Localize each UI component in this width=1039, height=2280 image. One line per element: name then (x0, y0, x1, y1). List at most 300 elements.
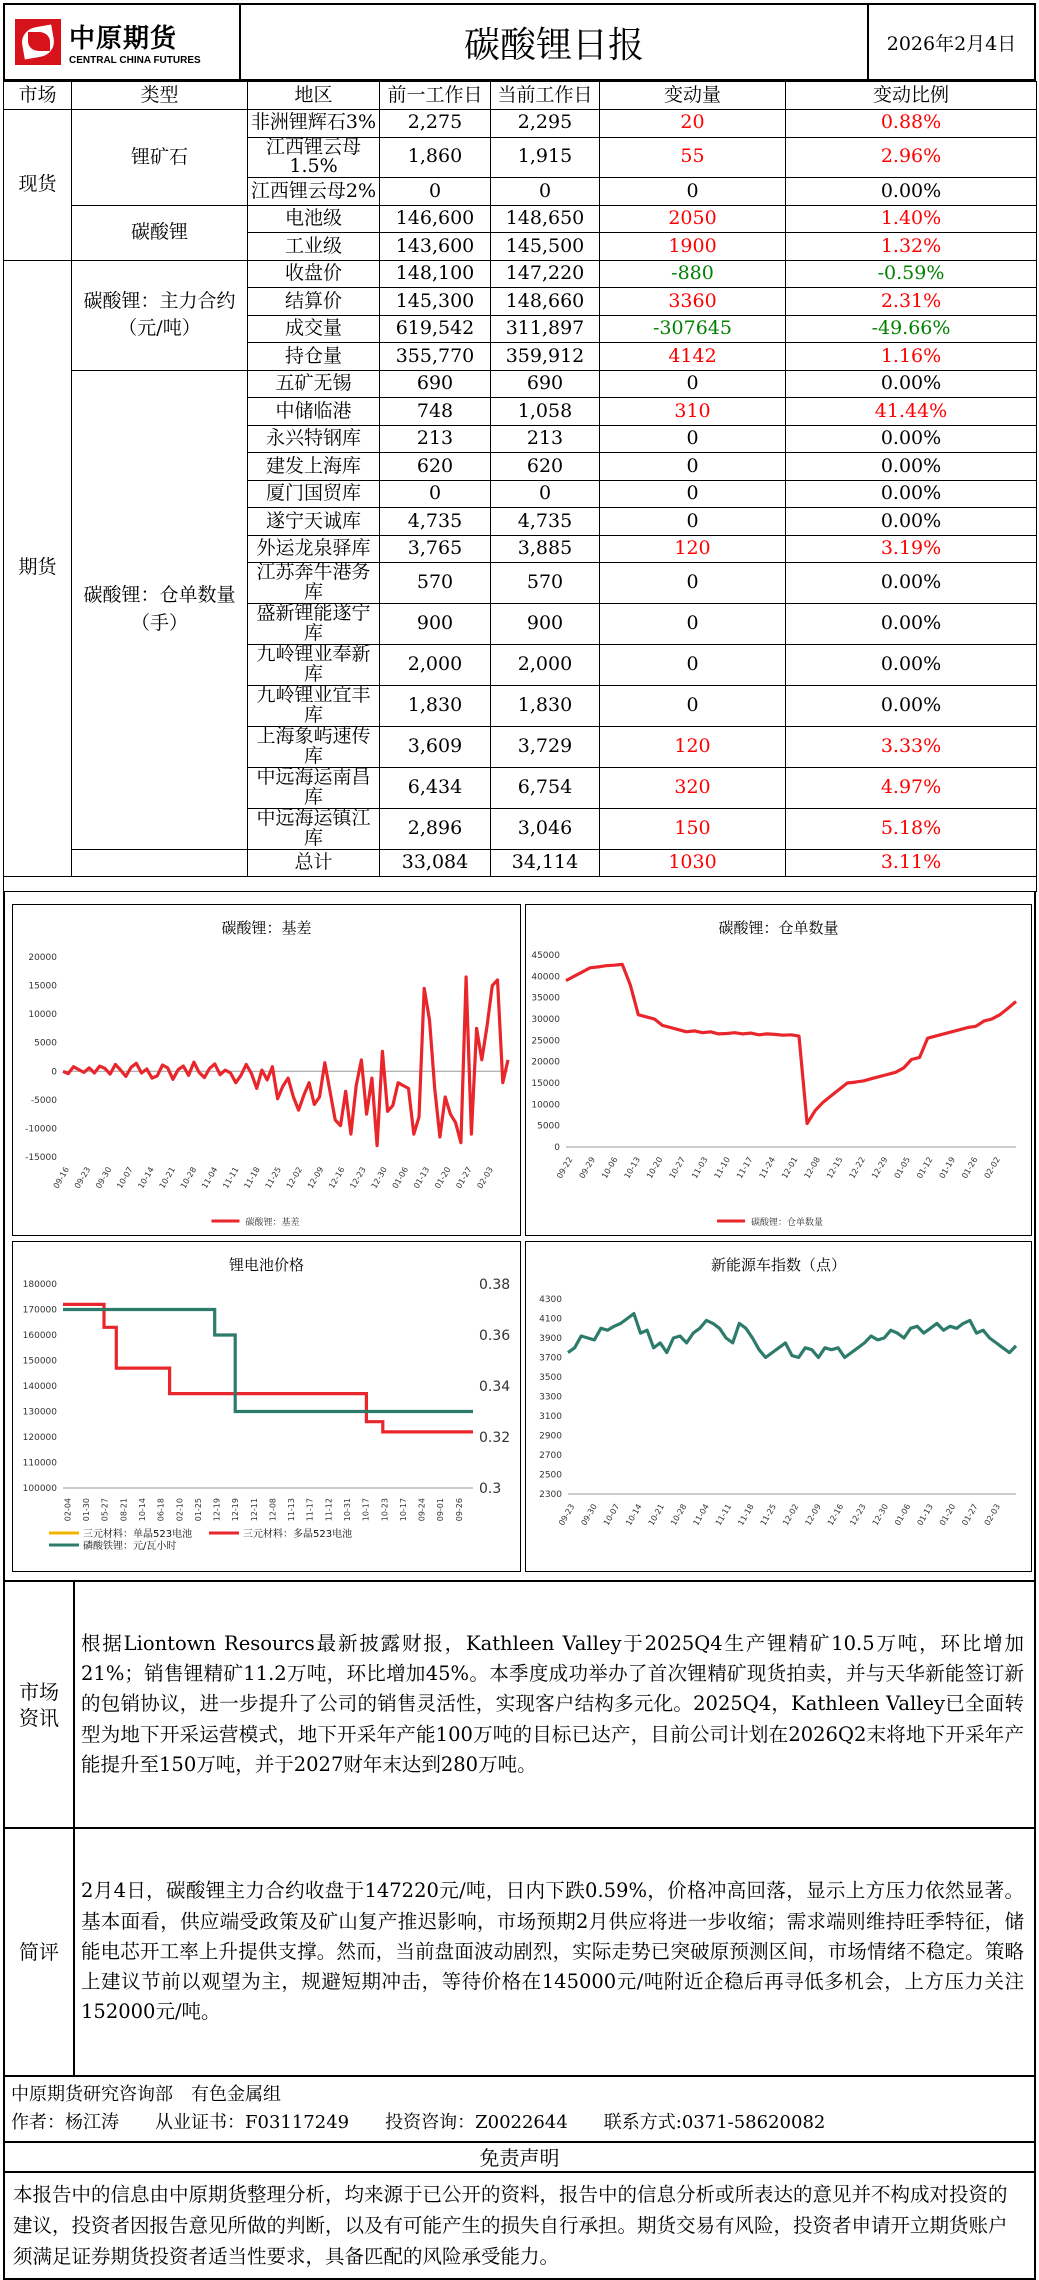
report-header (3, 3, 1036, 81)
change-cell: 0 (600, 645, 786, 686)
change-pct-cell: 3.11% (786, 849, 1037, 877)
column-header: 类型 (72, 82, 248, 110)
x-tick-label: 12-30 (870, 1502, 891, 1528)
x-tick-label: 02-04 (63, 1498, 73, 1522)
x-tick-label: 10-13 (622, 1155, 642, 1181)
prev-value-cell: 0 (380, 480, 491, 508)
battery-price-chart (12, 1241, 521, 1572)
table-spacer-row (4, 877, 1037, 892)
change-pct-cell: 0.00% (786, 370, 1037, 398)
change-pct-cell: 5.18% (786, 808, 1037, 849)
y-tick-label-left: 100000 (22, 1484, 57, 1494)
y-tick-label: 3300 (539, 1392, 562, 1403)
region-cell: 建发上海库 (248, 453, 380, 481)
change-cell: 2050 (600, 205, 786, 233)
prev-value-cell: 748 (380, 398, 491, 426)
x-tick-label: 09-22 (555, 1155, 575, 1181)
x-tick-label: 11-11 (221, 1165, 241, 1191)
x-tick-label: 11-17 (305, 1498, 315, 1522)
x-tick-label: 01-20 (433, 1165, 453, 1191)
change-pct-cell: 0.88% (786, 110, 1037, 138)
region-cell: 收盘价 (248, 260, 380, 288)
x-tick-label: 01-26 (960, 1155, 980, 1181)
table-header-row (4, 82, 1037, 110)
column-header: 前一工作日 (380, 82, 491, 110)
curr-value-cell: 145,500 (491, 233, 600, 261)
change-pct-cell: 0.00% (786, 686, 1037, 727)
x-tick-label: 05-27 (100, 1498, 110, 1522)
x-tick-label: 10-17 (398, 1498, 408, 1522)
curr-value-cell: 3,046 (491, 808, 600, 849)
x-tick-label: 09-23 (557, 1502, 577, 1528)
x-tick-label: 02-03 (982, 1502, 1003, 1528)
series-line (63, 1310, 473, 1412)
prev-value-cell: 619,542 (380, 315, 491, 343)
x-tick-label: 01-12 (915, 1155, 935, 1181)
region-cell: 总计 (248, 849, 380, 877)
x-tick-label: 08-21 (119, 1498, 129, 1522)
change-pct-cell: 4.97% (786, 767, 1037, 808)
x-tick-label: 12-09 (803, 1502, 823, 1528)
region-cell: 成交量 (248, 315, 380, 343)
x-tick-label: 11-18 (242, 1165, 262, 1191)
department-line: 中原期货研究咨询部 有色金属组 (11, 2084, 281, 2105)
price-table (3, 81, 1037, 892)
change-cell: 3360 (600, 288, 786, 316)
change-cell: 0 (600, 508, 786, 536)
x-tick-label: 02-02 (982, 1155, 1002, 1181)
curr-value-cell: 0 (491, 480, 600, 508)
table-row (4, 205, 1037, 233)
x-tick-label: 12-22 (847, 1155, 867, 1181)
prev-value-cell: 1,830 (380, 686, 491, 727)
x-tick-label: 01-19 (937, 1155, 957, 1181)
legend-label: 碳酸锂：仓单数量 (751, 1218, 824, 1228)
x-tick-label: 10-06 (600, 1155, 620, 1181)
x-tick-label: 10-14 (136, 1165, 156, 1191)
change-pct-cell: 0.00% (786, 508, 1037, 536)
curr-value-cell: 0 (491, 178, 600, 206)
x-tick-label: 11-12 (324, 1498, 334, 1522)
column-header: 变动比例 (786, 82, 1037, 110)
x-tick-label: 12-02 (781, 1502, 801, 1528)
change-cell: 55 (600, 137, 786, 178)
x-tick-label: 12-11 (249, 1498, 259, 1522)
curr-value-cell: 4,735 (491, 508, 600, 536)
y-tick-label-right: 0.32 (479, 1430, 511, 1446)
x-tick-label: 01-27 (454, 1165, 474, 1191)
change-pct-cell: -49.66% (786, 315, 1037, 343)
x-tick-label: 12-19 (212, 1498, 222, 1522)
y-tick-label: 2500 (539, 1470, 562, 1481)
column-header: 当前工作日 (491, 82, 600, 110)
x-tick-label: 01-13 (411, 1165, 432, 1191)
y-tick-label: 4300 (539, 1295, 562, 1305)
basis-chart (12, 904, 521, 1236)
change-cell: 310 (600, 398, 786, 426)
region-cell: 江西锂云母1.5% (248, 137, 380, 178)
comment-label: 简评 (5, 1829, 75, 2075)
prev-value-cell: 620 (380, 453, 491, 481)
curr-value-cell: 2,295 (491, 110, 600, 138)
column-header: 变动量 (600, 82, 786, 110)
x-tick-label: 09-01 (436, 1498, 446, 1522)
y-tick-label-left: 120000 (22, 1433, 57, 1443)
prev-value-cell: 143,600 (380, 233, 491, 261)
curr-value-cell: 34,114 (491, 849, 600, 877)
x-tick-label: 10-14 (138, 1498, 147, 1522)
comment-section (3, 1829, 1036, 2077)
prev-value-cell: 4,735 (380, 508, 491, 536)
curr-value-cell: 2,000 (491, 645, 600, 686)
table-row (4, 260, 1037, 288)
x-tick-label: 09-30 (94, 1165, 114, 1191)
change-pct-cell: 1.32% (786, 233, 1037, 261)
region-cell: 九岭锂业奉新库 (248, 645, 380, 686)
x-tick-label: 11-25 (263, 1165, 283, 1191)
region-cell: 九岭锂业宜丰库 (248, 686, 380, 727)
change-pct-cell: 1.16% (786, 343, 1037, 371)
x-tick-label: 09-24 (417, 1498, 427, 1522)
news-text: 根据Liontown Resourcs最新披露财报，Kathleen Valley于2025Q4生产锂精矿10.5万吨，环比增加21%；销售锂精矿11.2万吨，环比增加45%。本季度成功举办了首次锂精矿现货拍卖，并与天华新能签订新的包销协议，进一步提升了公司的销售灵活性，实现客户结构多元化。2025Q4，Kathleen Valley已全面转型为地下开采运营模式，地下开采年产能100万吨的目标已达产，目前公司计划在2026Q2末将地下开采年产能提升至150万吨，并于2027财年末达到280万吨。 (81, 1631, 1024, 1776)
legend-label: 碳酸锂：基差 (245, 1218, 300, 1228)
x-tick-label: 09-23 (72, 1165, 93, 1191)
logo-icon (15, 19, 61, 65)
column-header: 市场 (4, 82, 72, 110)
y-tick-label: 35000 (531, 993, 560, 1004)
y-tick-label: 10000 (28, 1010, 57, 1021)
charts-panel (3, 892, 1036, 1582)
prev-value-cell: 2,896 (380, 808, 491, 849)
region-cell: 结算价 (248, 288, 380, 316)
x-tick-label: 01-25 (193, 1498, 203, 1522)
y-tick-label-left: 110000 (22, 1458, 57, 1469)
curr-value-cell: 620 (491, 453, 600, 481)
prev-value-cell: 3,765 (380, 535, 491, 563)
x-tick-label: 10-07 (601, 1502, 622, 1528)
x-tick-label: 12-09 (305, 1165, 326, 1191)
y-tick-label-left: 170000 (22, 1305, 57, 1316)
change-pct-cell: 0.00% (786, 480, 1037, 508)
disclaimer-text: 本报告中的信息由中原期货整理分析，均来源于已公开的资料，报告中的信息分析或所表达的意见并不构成对投资的建议，投资者因报告意见所做的判断，以及有可能产生的损失自行承担。期货交易有风险，投资者申请开立期货账户须满足证券期货投资者适当性要求，具备匹配的风险承受能力。 (3, 2173, 1036, 2280)
region-cell: 中远海运南昌库 (248, 767, 380, 808)
region-cell: 五矿无锡 (248, 370, 380, 398)
curr-value-cell: 148,660 (491, 288, 600, 316)
prev-value-cell: 145,300 (380, 288, 491, 316)
change-cell: 1030 (600, 849, 786, 877)
change-pct-cell: 0.00% (786, 425, 1037, 453)
x-tick-label: 10-27 (667, 1155, 687, 1181)
author-line: 作者：杨江涛 从业证书：F03117249 投资咨询：Z0022644 联系方式:0371-58620082 (11, 2111, 826, 2133)
x-tick-label: 12-23 (848, 1502, 868, 1528)
y-tick-label: 0 (51, 1067, 57, 1078)
x-tick-label: 01-05 (892, 1155, 912, 1181)
region-cell: 工业级 (248, 233, 380, 261)
warrant-chart-title: 碳酸锂：仓单数量 (718, 919, 839, 937)
x-tick-label: 10-23 (380, 1498, 390, 1522)
region-cell: 上海象屿速传库 (248, 726, 380, 767)
change-pct-cell: 0.00% (786, 563, 1037, 604)
prev-value-cell: 6,434 (380, 767, 491, 808)
x-tick-label: 11-13 (287, 1498, 297, 1522)
x-tick-label: 01-20 (937, 1502, 958, 1528)
region-cell: 遂宁天诚库 (248, 508, 380, 536)
x-tick-label: 09-16 (51, 1165, 72, 1191)
change-pct-cell: 0.00% (786, 645, 1037, 686)
change-cell: 1900 (600, 233, 786, 261)
x-tick-label: 10-31 (343, 1498, 352, 1522)
y-tick-label: 20000 (531, 1057, 560, 1068)
y-tick-label: 10000 (531, 1100, 560, 1111)
prev-value-cell: 1,860 (380, 137, 491, 178)
curr-value-cell: 147,220 (491, 260, 600, 288)
x-tick-label: 09-29 (577, 1155, 597, 1181)
x-tick-label: 10-14 (624, 1502, 644, 1528)
x-tick-label: 09-30 (579, 1502, 599, 1528)
news-section (3, 1582, 1036, 1829)
spacer-cell (4, 877, 1037, 892)
comment-text: 2月4日，碳酸锂主力合约收盘于147220元/吨，日内下跌0.59%，价格冲高回落，显示上方压力依然显著。基本面看，供应端受政策及矿山复产推迟影响，市场预期2月供应将进一步收缩；需求端则维持旺季特征，储能电芯开工率上升提供支撑。然而，当前盘面波动剧烈，实际走势已突破原预测区间，市场情绪不稳定。策略上建议节前以观望为主，规避短期冲击，等待价格在145000元/吨附近企稳后再寻低多机会，上方压力关注152000元/吨。 (81, 1879, 1024, 2024)
x-tick-label: 12-23 (348, 1165, 368, 1191)
change-cell: 320 (600, 767, 786, 808)
y-tick-label: 3100 (539, 1412, 562, 1422)
curr-value-cell: 148,650 (491, 205, 600, 233)
curr-value-cell: 570 (491, 563, 600, 604)
region-cell: 持仓量 (248, 343, 380, 371)
x-tick-label: 12-16 (825, 1502, 846, 1528)
y-tick-label: 3700 (539, 1353, 562, 1364)
y-tick-label: 30000 (531, 1015, 560, 1025)
prev-value-cell: 148,100 (380, 260, 491, 288)
region-cell: 江苏奔牛港务库 (248, 563, 380, 604)
market-cell: 期货 (4, 260, 72, 876)
warrant-chart (525, 904, 1032, 1236)
x-tick-label: 12-08 (268, 1498, 278, 1522)
prev-value-cell: 355,770 (380, 343, 491, 371)
y-tick-label: 20000 (28, 953, 57, 963)
x-tick-label: 10-07 (115, 1165, 135, 1191)
curr-value-cell: 690 (491, 370, 600, 398)
type-cell: 碳酸锂：主力合约（元/吨） (72, 260, 248, 370)
change-cell: 0 (600, 425, 786, 453)
legend-label: 三元材料：多晶523电池 (243, 1529, 353, 1540)
x-tick-label: 01-06 (893, 1502, 913, 1528)
legend-label: 三元材料：单晶523电池 (83, 1529, 193, 1540)
change-cell: -307645 (600, 315, 786, 343)
type-cell: 碳酸锂：仓单数量（手） (72, 370, 248, 849)
series-line (566, 964, 1016, 1123)
change-pct-cell: 3.33% (786, 726, 1037, 767)
region-cell: 永兴特钢库 (248, 425, 380, 453)
x-tick-label: 12-30 (369, 1165, 389, 1191)
change-cell: -880 (600, 260, 786, 288)
change-cell: 0 (600, 453, 786, 481)
author-footer (3, 2077, 1036, 2143)
y-tick-label-left: 130000 (22, 1407, 57, 1418)
x-tick-label: 01-30 (82, 1498, 92, 1522)
nev-index-chart (525, 1241, 1032, 1572)
region-cell: 中远海运镇江库 (248, 808, 380, 849)
series-line (568, 1314, 1016, 1358)
change-pct-cell: 0.00% (786, 604, 1037, 645)
prev-value-cell: 0 (380, 178, 491, 206)
change-pct-cell: 0.00% (786, 453, 1037, 481)
prev-value-cell: 33,084 (380, 849, 491, 877)
x-tick-label: 01-06 (390, 1165, 411, 1191)
table-row (4, 370, 1037, 398)
y-tick-label-right: 0.38 (479, 1277, 511, 1293)
curr-value-cell: 311,897 (491, 315, 600, 343)
x-tick-label: 10-17 (361, 1498, 371, 1522)
x-tick-label: 11-10 (712, 1155, 732, 1181)
curr-value-cell: 1,830 (491, 686, 600, 727)
prev-value-cell: 900 (380, 604, 491, 645)
prev-value-cell: 213 (380, 425, 491, 453)
x-tick-label: 10-28 (178, 1165, 199, 1191)
y-tick-label-left: 180000 (22, 1280, 57, 1290)
x-tick-label: 11-04 (200, 1165, 220, 1191)
x-tick-label: 12-19 (231, 1498, 241, 1522)
y-tick-label: 4100 (539, 1314, 562, 1325)
y-tick-label: 40000 (531, 972, 560, 983)
region-cell: 盛新锂能遂宁库 (248, 604, 380, 645)
x-tick-label: 11-18 (736, 1502, 756, 1528)
table-row (4, 849, 1037, 877)
x-tick-label: 10-20 (645, 1155, 665, 1181)
region-cell: 江西锂云母2% (248, 178, 380, 206)
change-pct-cell: 0.00% (786, 178, 1037, 206)
market-cell: 现货 (4, 110, 72, 261)
x-tick-label: 12-16 (327, 1165, 347, 1191)
y-tick-label: 3500 (539, 1373, 562, 1383)
logo-cn-text: 中原期货 (69, 24, 178, 54)
y-tick-label-left: 160000 (22, 1331, 57, 1341)
legend-label: 磷酸铁锂：元/瓦小时 (83, 1541, 177, 1552)
change-cell: 0 (600, 686, 786, 727)
table-row (4, 110, 1037, 138)
change-cell: 150 (600, 808, 786, 849)
type-cell-empty (72, 849, 248, 877)
x-tick-label: 10-21 (646, 1502, 667, 1528)
x-tick-label: 02-10 (175, 1498, 185, 1522)
region-cell: 中储临港 (248, 398, 380, 426)
y-tick-label: 5000 (537, 1121, 560, 1132)
curr-value-cell: 6,754 (491, 767, 600, 808)
change-pct-cell: -0.59% (786, 260, 1037, 288)
change-cell: 4142 (600, 343, 786, 371)
change-cell: 0 (600, 370, 786, 398)
curr-value-cell: 359,912 (491, 343, 600, 371)
x-tick-label: 12-02 (284, 1165, 305, 1191)
x-tick-label: 06-18 (156, 1498, 166, 1522)
x-tick-label: 12-01 (780, 1155, 800, 1181)
logo-en-text: CENTRAL CHINA FUTURES (69, 55, 201, 66)
basis-chart-title: 碳酸锂：基差 (221, 919, 312, 937)
change-cell: 0 (600, 178, 786, 206)
region-cell: 电池级 (248, 205, 380, 233)
change-pct-cell: 2.96% (786, 137, 1037, 178)
y-tick-label-right: 0.3 (479, 1481, 502, 1497)
x-tick-label: 12-29 (870, 1155, 890, 1181)
x-tick-label: 01-27 (960, 1502, 980, 1528)
x-tick-label: 11-24 (757, 1155, 777, 1181)
y-tick-label: 15000 (28, 981, 57, 992)
type-cell: 锂矿石 (72, 110, 248, 206)
report-page (3, 3, 1036, 2280)
x-tick-label: 12-15 (825, 1155, 845, 1181)
y-tick-label-left: 150000 (22, 1356, 57, 1367)
prev-value-cell: 3,609 (380, 726, 491, 767)
nev-chart-title: 新能源车指数（点） (710, 1256, 846, 1274)
y-tick-label: 2900 (539, 1431, 562, 1442)
prev-value-cell: 146,600 (380, 205, 491, 233)
x-tick-label: 10-28 (669, 1502, 689, 1528)
disclaimer-title: 免责声明 (3, 2143, 1036, 2173)
series-line (63, 977, 508, 1146)
x-tick-label: 11-04 (691, 1502, 711, 1528)
y-tick-label: 15000 (531, 1079, 560, 1089)
y-tick-label: -15000 (25, 1153, 57, 1163)
x-tick-label: 09-26 (454, 1498, 464, 1522)
change-pct-cell: 41.44% (786, 398, 1037, 426)
prev-value-cell: 570 (380, 563, 491, 604)
y-tick-label: 0 (554, 1143, 560, 1153)
curr-value-cell: 900 (491, 604, 600, 645)
curr-value-cell: 1,058 (491, 398, 600, 426)
change-cell: 0 (600, 604, 786, 645)
column-header: 地区 (248, 82, 380, 110)
x-tick-label: 01-13 (915, 1502, 935, 1528)
y-tick-label: 5000 (34, 1038, 57, 1049)
region-cell: 厦门国贸库 (248, 480, 380, 508)
region-cell: 非洲锂辉石3% (248, 110, 380, 138)
change-pct-cell: 2.31% (786, 288, 1037, 316)
battery-chart-title: 锂电池价格 (228, 1256, 304, 1274)
curr-value-cell: 1,915 (491, 137, 600, 178)
y-tick-label: 45000 (531, 951, 560, 961)
change-cell: 120 (600, 535, 786, 563)
prev-value-cell: 690 (380, 370, 491, 398)
report-date: 2026年2月4日 (867, 5, 1034, 79)
news-label: 市场资讯 (5, 1582, 75, 1827)
type-cell: 碳酸锂 (72, 205, 248, 260)
x-tick-label: 11-25 (758, 1502, 779, 1528)
y-tick-label: 3900 (539, 1334, 562, 1344)
curr-value-cell: 213 (491, 425, 600, 453)
change-pct-cell: 3.19% (786, 535, 1037, 563)
prev-value-cell: 2,275 (380, 110, 491, 138)
y-tick-label: 25000 (531, 1036, 560, 1047)
y-tick-label-right: 0.34 (479, 1379, 511, 1395)
region-cell: 外运龙泉驿库 (248, 535, 380, 563)
x-tick-label: 11-03 (690, 1155, 710, 1181)
change-cell: 120 (600, 726, 786, 767)
prev-value-cell: 2,000 (380, 645, 491, 686)
curr-value-cell: 3,885 (491, 535, 600, 563)
x-tick-label: 12-08 (802, 1155, 822, 1181)
report-title: 碳酸锂日报 (463, 24, 644, 66)
curr-value-cell: 3,729 (491, 726, 600, 767)
y-tick-label: -5000 (30, 1095, 57, 1106)
y-tick-label: -10000 (25, 1124, 57, 1135)
x-tick-label: 10-21 (157, 1165, 178, 1191)
change-cell: 20 (600, 110, 786, 138)
change-cell: 0 (600, 563, 786, 604)
x-tick-label: 02-03 (475, 1165, 495, 1191)
y-tick-label-left: 140000 (22, 1382, 57, 1392)
change-pct-cell: 1.40% (786, 205, 1037, 233)
y-tick-label: 2700 (539, 1451, 562, 1461)
